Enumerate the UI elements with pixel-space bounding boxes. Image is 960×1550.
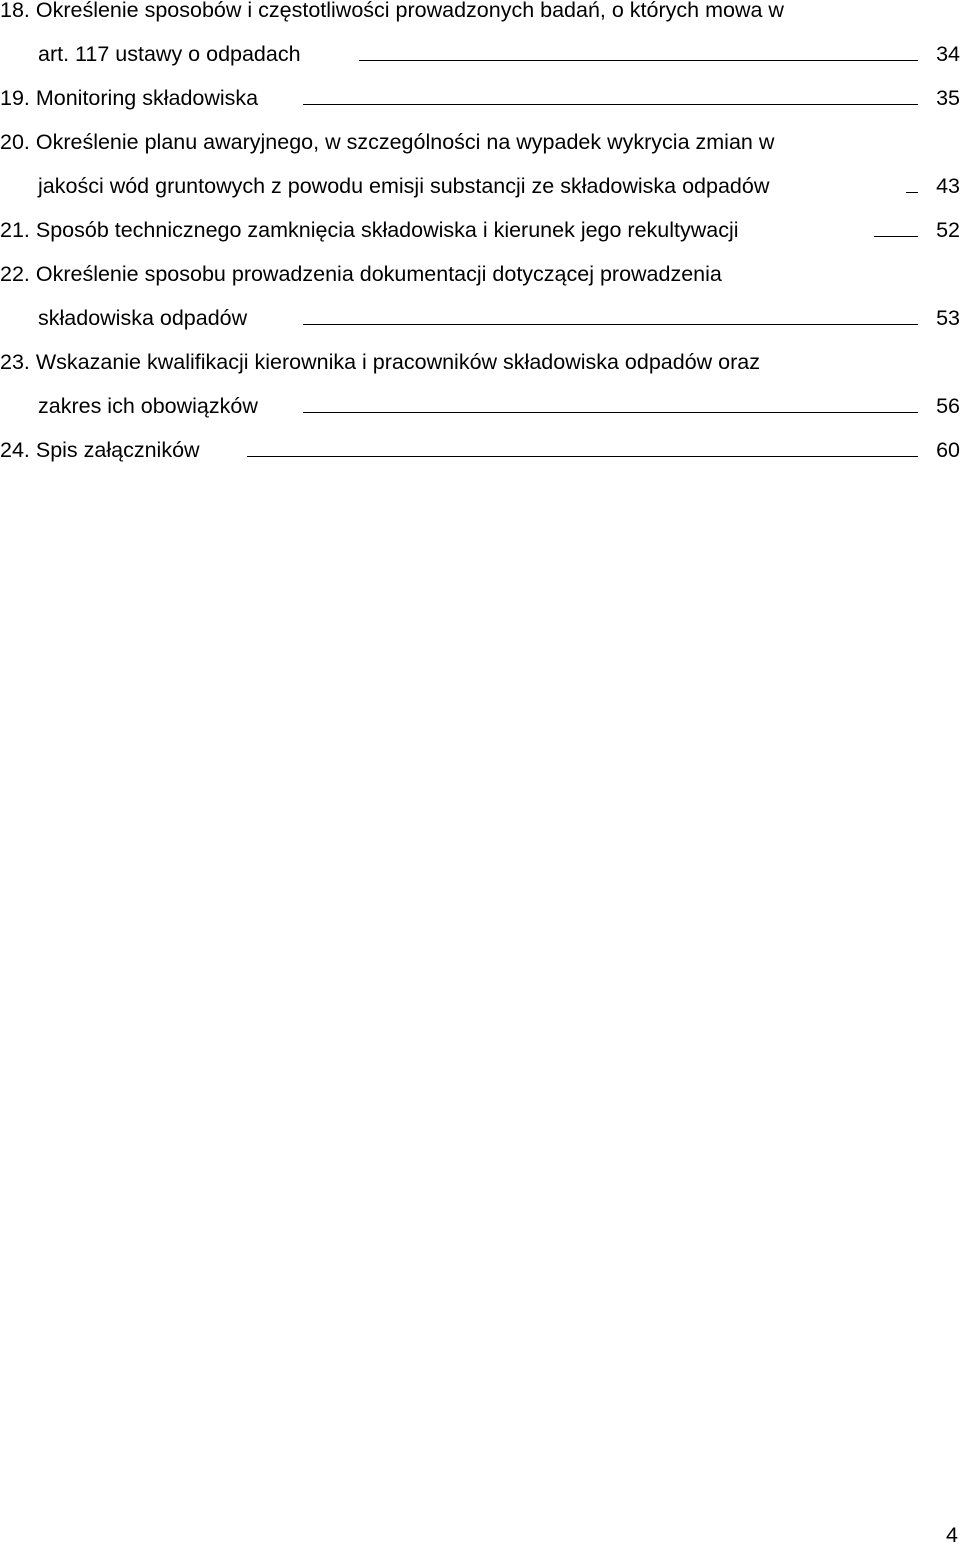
toc-entry-page: 35 xyxy=(936,86,960,110)
toc-entry-page: 60 xyxy=(936,438,960,462)
toc-entry-21 xyxy=(0,214,960,258)
page-number: 4 xyxy=(946,1523,958,1547)
toc-entry-22-line-1 xyxy=(0,258,960,302)
toc-entry-text: art. 117 ustawy o odpadach xyxy=(38,42,301,66)
toc-leader-line xyxy=(303,104,918,105)
toc-entry-page: 53 xyxy=(936,306,960,330)
toc-leader-line xyxy=(303,324,918,325)
toc-entry-text: 23. Wskazanie kwalifikacji kierownika i pracowników składowiska odpadów oraz xyxy=(0,350,760,374)
toc-leader-line xyxy=(247,456,918,457)
toc-entry-20-line-2 xyxy=(0,170,960,214)
toc-entry-18-line-1 xyxy=(0,0,960,38)
toc-entry-19 xyxy=(0,82,960,126)
toc-entry-page: 52 xyxy=(936,218,960,242)
toc-entry-text: 19. Monitoring składowiska xyxy=(0,86,259,110)
toc-entry-text: 22. Określenie sposobu prowadzenia dokumentacji dotyczącej prowadzenia xyxy=(0,262,722,286)
toc-entry-text: składowiska odpadów xyxy=(38,306,248,330)
toc-leader-line xyxy=(874,236,918,237)
toc-entry-text: 24. Spis załączników xyxy=(0,438,200,462)
toc-entry-text: 20. Określenie planu awaryjnego, w szczególności na wypadek wykrycia zmian w xyxy=(0,130,775,154)
toc-leader-line xyxy=(359,60,918,61)
toc-entry-page: 34 xyxy=(936,42,960,66)
toc-entry-22-line-2 xyxy=(0,302,960,346)
toc-leader-line xyxy=(303,412,918,413)
toc-entry-page: 43 xyxy=(936,174,960,198)
toc-entry-20-line-1 xyxy=(0,126,960,170)
toc-entry-text: 21. Sposób technicznego zamknięcia składowiska i kierunek jego rekultywacji xyxy=(0,218,739,242)
toc-entry-text: 18. Określenie sposobów i częstotliwości prowadzonych badań, o których mowa w xyxy=(0,0,784,22)
toc-entry-text: zakres ich obowiązków xyxy=(38,394,258,418)
toc-entry-text: jakości wód gruntowych z powodu emisji substancji ze składowiska odpadów xyxy=(38,174,770,198)
toc-entry-24 xyxy=(0,434,960,478)
toc-entry-18-line-2 xyxy=(0,38,960,82)
toc-leader-line xyxy=(906,192,918,193)
toc-entry-page: 56 xyxy=(936,394,960,418)
toc-entry-23-line-1 xyxy=(0,346,960,390)
toc-entry-23-line-2 xyxy=(0,390,960,434)
